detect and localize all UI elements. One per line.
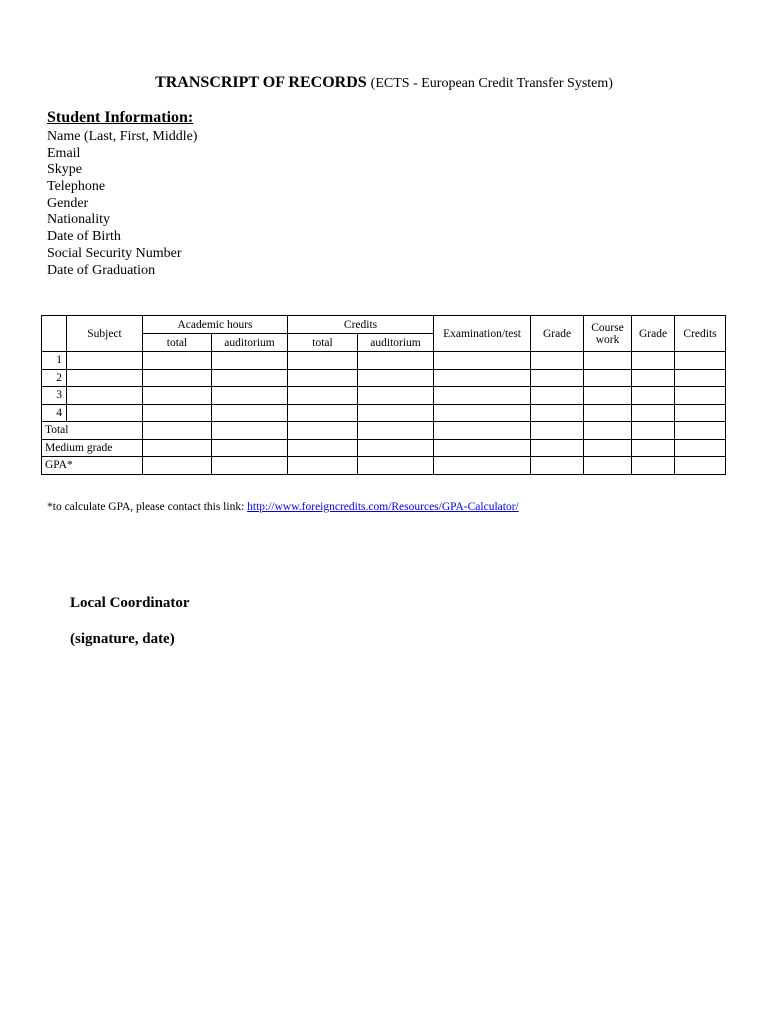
table-cell [632,387,675,405]
table-cell [143,439,212,457]
header-exam: Examination/test [434,316,531,352]
table-cell [584,422,632,440]
table-cell [531,352,584,370]
table-cell [434,439,531,457]
field-gender: Gender [47,195,89,211]
table-cell [531,422,584,440]
gpa-footnote [47,501,519,513]
header-hours-total: total [143,334,212,352]
document-title [0,74,768,92]
table-cell [288,404,358,422]
local-coordinator-label: Local Coordinator [70,595,190,611]
student-info-heading: Student Information: [47,109,194,126]
table-cell [67,387,143,405]
table-cell [632,457,675,475]
table-cell [143,352,212,370]
table-cell [212,457,288,475]
title-main: TRANSCRIPT OF RECORDS [155,74,367,91]
header-academic-hours: Academic hours [143,316,288,334]
table-cell [675,369,726,387]
table-cell [358,439,434,457]
header-hours-auditorium: auditorium [212,334,288,352]
table-row [42,352,726,370]
table-cell [143,457,212,475]
row-number: 4 [42,404,67,422]
table-cell [288,422,358,440]
row-label-medium-grade: Medium grade [42,439,143,457]
table-cell [358,387,434,405]
table-cell [632,422,675,440]
header-grade-2: Grade [632,316,675,352]
table-row [42,369,726,387]
table-cell [434,457,531,475]
table-cell [143,369,212,387]
table-cell [531,457,584,475]
table-cell [212,439,288,457]
table-cell [212,387,288,405]
table-cell [632,439,675,457]
table-cell [434,369,531,387]
table-cell [584,387,632,405]
field-skype: Skype [47,162,82,178]
table-cell [632,404,675,422]
row-label-gpa: GPA* [42,457,143,475]
table-cell [288,387,358,405]
table-cell [212,422,288,440]
table-cell [434,387,531,405]
table-cell [212,352,288,370]
table-cell [632,369,675,387]
table-cell [212,404,288,422]
table-cell [434,352,531,370]
table-cell [358,404,434,422]
table-cell [67,369,143,387]
table-cell [434,404,531,422]
header-credits-group: Credits [288,316,434,334]
table-cell [358,457,434,475]
field-date-of-graduation: Date of Graduation [47,262,156,278]
header-grade: Grade [531,316,584,352]
title-subtitle: (ECTS - European Credit Transfer System) [370,76,613,91]
table-cell [675,457,726,475]
table-row [42,404,726,422]
row-number: 2 [42,369,67,387]
field-email: Email [47,145,81,161]
table-row [42,387,726,405]
header-credits-total: total [288,334,358,352]
field-ssn: Social Security Number [47,245,182,261]
header-row-number [42,316,67,352]
header-credits-auditorium: auditorium [358,334,434,352]
table-cell [584,352,632,370]
table-cell [143,422,212,440]
table-cell [358,422,434,440]
field-telephone: Telephone [47,179,106,195]
table-cell [212,369,288,387]
field-nationality: Nationality [47,212,110,228]
table-row-total [42,422,726,440]
table-cell [358,369,434,387]
table-cell [143,404,212,422]
table-cell [584,439,632,457]
field-date-of-birth: Date of Birth [47,229,121,245]
table-cell [531,404,584,422]
table-cell [288,439,358,457]
records-table [41,315,726,475]
row-label-total: Total [42,422,143,440]
table-cell [675,439,726,457]
student-info-fields [47,129,197,279]
table-cell [288,457,358,475]
table-row-medium-grade [42,439,726,457]
gpa-calculator-link[interactable]: http://www.foreigncredits.com/Resources/GPA-Calculator/ [247,501,519,513]
table-cell [288,352,358,370]
table-cell [143,387,212,405]
header-course-work: Course work [584,316,632,352]
table-cell [288,369,358,387]
signature-date-label: (signature, date) [70,631,175,647]
table-cell [67,352,143,370]
table-cell [675,387,726,405]
table-row-gpa [42,457,726,475]
table-cell [584,369,632,387]
table-cell [434,422,531,440]
table-cell [584,457,632,475]
table-cell [632,352,675,370]
header-credits: Credits [675,316,726,352]
table-cell [531,369,584,387]
table-cell [675,422,726,440]
row-number: 3 [42,387,67,405]
table-cell [358,352,434,370]
table-cell [584,404,632,422]
footnote-text: *to calculate GPA, please contact this link: [47,501,248,513]
field-name: Name (Last, First, Middle) [47,129,198,144]
header-subject: Subject [67,316,143,352]
table-cell [675,404,726,422]
table-cell [531,439,584,457]
table-cell [531,387,584,405]
table-cell [675,352,726,370]
table-cell [67,404,143,422]
row-number: 1 [42,352,67,370]
